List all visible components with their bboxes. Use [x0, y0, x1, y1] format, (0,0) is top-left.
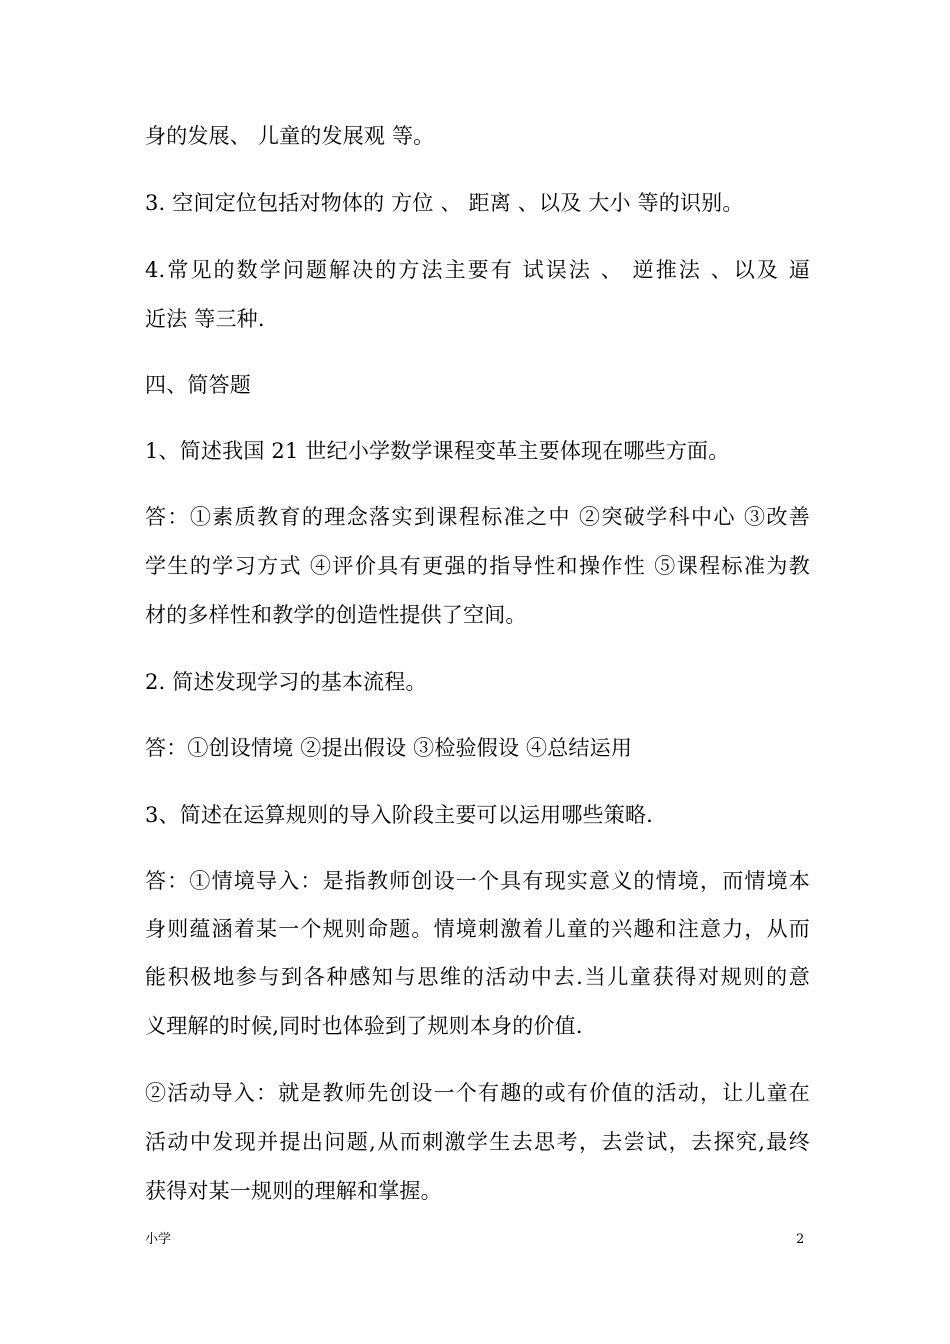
answer-1-line: 答：①素质教育的理念落实到课程标准之中 ②突破学科中心 ③改善 [145, 505, 810, 529]
answer-3-line: 身则蕴涵着某一个规则命题。情境刺激着儿童的兴趣和注意力，从而 [145, 917, 810, 941]
answer-3-line: 能积极地参与到各种感知与思维的活动中去.当儿童获得对规则的意 [145, 965, 810, 989]
question-1: 1、简述我国 21 世纪小学数学课程变革主要体现在哪些方面。 [145, 439, 730, 463]
question-3: 3、简述在运算规则的导入阶段主要可以运用哪些策略. [145, 803, 654, 827]
answer-3b-line: ②活动导入：就是教师先创设一个有趣的或有价值的活动，让儿童在 [145, 1081, 810, 1105]
footer-label: 小学 [145, 1232, 172, 1247]
question-2: 2. 简述发现学习的基本流程。 [145, 670, 427, 694]
section-heading: 四、简答题 [145, 373, 251, 397]
answer-3b-line: 活动中发现并提出问题,从而刺激学生去思考，去尝试，去探究,最终 [145, 1130, 810, 1154]
text-line: 近法 等三种. [145, 307, 265, 331]
answer-1-line: 材的多样性和教学的创造性提供了空间。 [145, 603, 527, 627]
answer-1-line: 学生的学习方式 ④评价具有更强的指导性和操作性 ⑤课程标准为教 [145, 554, 810, 578]
text-line: 3. 空间定位包括对物体的 方位 、 距离 、以及 大小 等的识别。 [145, 191, 744, 215]
text-line: 4.常见的数学问题解决的方法主要有 试误法 、 逆推法 、以及 逼 [145, 258, 810, 282]
answer-3b-line: 获得对某一规则的理解和掌握。 [145, 1179, 442, 1203]
answer-3-line: 义理解的时候,同时也体验到了规则本身的价值. [145, 1014, 583, 1038]
answer-3-line: 答：①情境导入：是指教师创设一个具有现实意义的情境，而情境本 [145, 869, 810, 893]
text-line: 身的发展、 儿童的发展观 等。 [145, 124, 435, 148]
answer-2: 答：①创设情境 ②提出假设 ③检验假设 ④总结运用 [145, 736, 633, 760]
page-number: 2 [796, 1232, 805, 1247]
